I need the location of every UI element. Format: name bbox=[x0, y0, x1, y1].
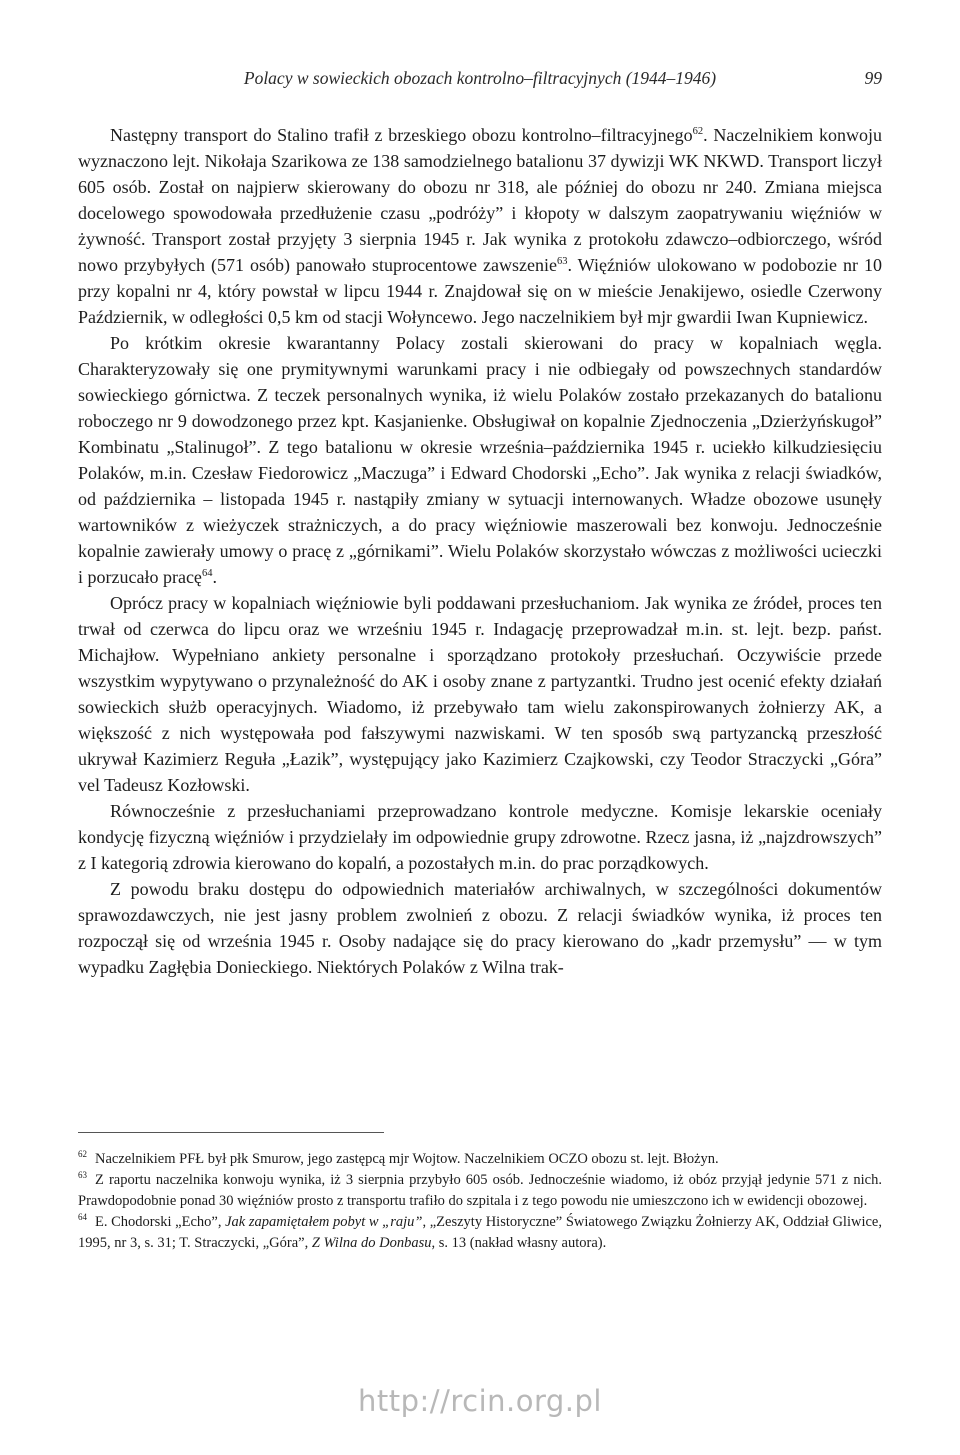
paragraph-text: . Więźniów ulokowano w podobozie nr 10 przy kopalni nr 4, który powstał w lipcu 1944 r. Znajdował się on w mieście Jenakijewo, osiedle Czerwony Październik, w odległości 0,5 km od stacji Wołyncewo. Jego naczelnikiem był mjr gwardii Iwan Kupniewicz. bbox=[78, 255, 882, 327]
footnote-ref-64[interactable]: 64 bbox=[201, 568, 213, 579]
footnote-separator bbox=[78, 1132, 384, 1133]
footnote-62 bbox=[78, 1149, 882, 1170]
source-watermark: http://rcin.org.pl bbox=[358, 1384, 602, 1418]
footnote-title-italic: Z Wilna do Donbasu bbox=[311, 1235, 432, 1251]
footnote-marker: 62 bbox=[78, 1149, 87, 1160]
body-text bbox=[78, 122, 882, 980]
footnote-text: Naczelnikiem PFŁ był płk Smurow, jego zastępcą mjr Wojtow. Naczelnikiem OCZO obozu st. lejt. Błożyn. bbox=[95, 1151, 719, 1167]
paragraph-text: . Naczelnikiem konwoju wyznaczono lejt. Nikołaja Szarikowa ze 138 samodzielnego batalionu 37 dywizji WK NKWD. Transport liczył 605 osób. Został on najpierw skierowany do obozu nr 318, ale później do obozu nr 240. Zmiana miejsca docelowego spowodowała przedłużenie czasu „podróży” i kłopoty w dalszym zaopatrywaniu więźniów w żywność. Transport został przyjęty 3 sierpnia 1945 r. Jak wynika z protokołu zdawczo–odbiorczego, wśród nowo przybyłych (571 osób) panowało stuprocentowe zawszenie bbox=[78, 125, 882, 275]
footnote-marker: 64 bbox=[78, 1212, 87, 1223]
footnote-text: , s. 13 (nakład własny autora). bbox=[431, 1235, 607, 1251]
footnote-text: , „Zeszyty Historyczne” Światowego Związku Żołnierzy AK, Oddział Gliwice, 1995, nr 3, s. 31; T. Straczycki, „Góra”, bbox=[78, 1214, 882, 1251]
footnote-text: Z raportu naczelnika konwoju wynika, iż 3 sierpnia przybyło 605 osób. Jednocześnie wiadomo, iż obóz przyjął jedynie 571 z nich. Prawdopodobnie ponad 30 więźniów prosto z transportu trafiło do szpitala i z tego powodu nie umieszczono ich w ewidencji obozowej. bbox=[78, 1172, 882, 1209]
paragraph: Równocześnie z przesłuchaniami przeprowadzano kontrole medyczne. Komisje lekarskie oceniały kondycję fizyczną więźniów i przydzielały im odpowiednie grupy zdrowotne. Rzecz jasna, iż „najzdrowszych” z I kategorią zdrowia kierowano do kopalń, a pozostałych m.in. do prac porządkowych. bbox=[78, 801, 882, 873]
footnote-text: E. Chodorski „Echo”, bbox=[95, 1214, 226, 1230]
paragraph-text: Po krótkim okresie kwarantanny Polacy zostali skierowani do pracy w kopalniach węgla. Charakteryzowały się one prymitywnymi warunkami pracy i nie odbiegały od powszechnych standardów sowieckiego górnictwa. Z teczek personalnych wynika, iż wielu Polaków zostało przekazanych do batalionu roboczego nr 9 dowodzonego przez kpt. Kasjanienke. Obsługiwał on kopalnie Zjednoczenia „Dzierżyńskugoł” Kombinatu „Stalinugoł”. Z tego batalionu w okresie września–października 1945 r. uciekło kilkudziesięciu Polaków, m.in. Czesław Fiedorowicz „Maczuga” i Edward Chodorski „Echo”. Jak wynika z relacji świadków, od października – listopada 1945 r. nastąpiły zmiany w sytuacji internowanych. Władze obozowe usunęły wartowników z wieżyczek strażniczych, a do pracy więźniowie maszerowali bez konwoju. Jednocześnie kopalnie zawierały umowy o pracę z „górnikami”. Wielu Polaków skorzystało wówczas z możliwości ucieczki i porzucało pracę bbox=[78, 333, 882, 587]
running-title: Polacy w sowieckich obozach kontrolno–filtracyjnych (1944–1946) bbox=[243, 68, 717, 88]
footnote-marker: 63 bbox=[78, 1170, 87, 1181]
footnote-title-italic: Jak zapamiętałem pobyt w „raju” bbox=[225, 1214, 423, 1230]
paragraph bbox=[78, 122, 882, 330]
footnotes bbox=[78, 1149, 882, 1254]
footnote-64 bbox=[78, 1212, 882, 1254]
paragraph: Z powodu braku dostępu do odpowiednich materiałów archiwalnych, w szczególności dokumentów sprawozdawczych, nie jest jasny problem zwolnień z obozu. Z relacji świadków wynika, iż proces ten rozpoczął się od września 1945 r. Osoby nadające się do pracy kierowano do „kadr przemysłu” — w tym wypadku Zagłębia Donieckiego. Niektórych Polaków z Wilna trak- bbox=[78, 879, 882, 977]
footnote-ref-63[interactable]: 63 bbox=[556, 256, 568, 267]
paragraph-text: Następny transport do Stalino trafił z brzeskiego obozu kontrolno–filtracyjnego bbox=[110, 125, 693, 145]
footnote-ref-62[interactable]: 62 bbox=[692, 126, 704, 137]
paragraph: Oprócz pracy w kopalniach więźniowie byli poddawani przesłuchaniom. Jak wynika ze źródeł, proces ten trwał od czerwca do lipcu oraz we wrześniu 1945 r. Indagację przeprowadzał m.in. st. lejt. bezp. państ. Michajłow. Wypełniano ankiety personalne i sporządzano protokoły przesłuchań. Oczywiście przede wszystkim wypytywano o przynależność do AK i osoby znane z partyzantki. Trudno jest ocenić efekty działań sowieckich służb operacyjnych. Wiadomo, iż przebywało tam wielu zakonspirowanych żołnierzy AK, a większość z nich występowała pod fałszywymi nazwiskami. W ten sposób swą partyzancką przeszłość ukrywał Kazimierz Reguła „Łazik”, występujący jako Kazimierz Czajkowski, czy Teodor Straczycki „Góra” vel Tadeusz Kozłowski. bbox=[78, 593, 882, 795]
footnote-63 bbox=[78, 1170, 882, 1212]
page-header bbox=[78, 68, 882, 94]
paragraph-text: . bbox=[212, 567, 217, 587]
paragraph bbox=[78, 330, 882, 590]
page-number: 99 bbox=[864, 68, 882, 88]
